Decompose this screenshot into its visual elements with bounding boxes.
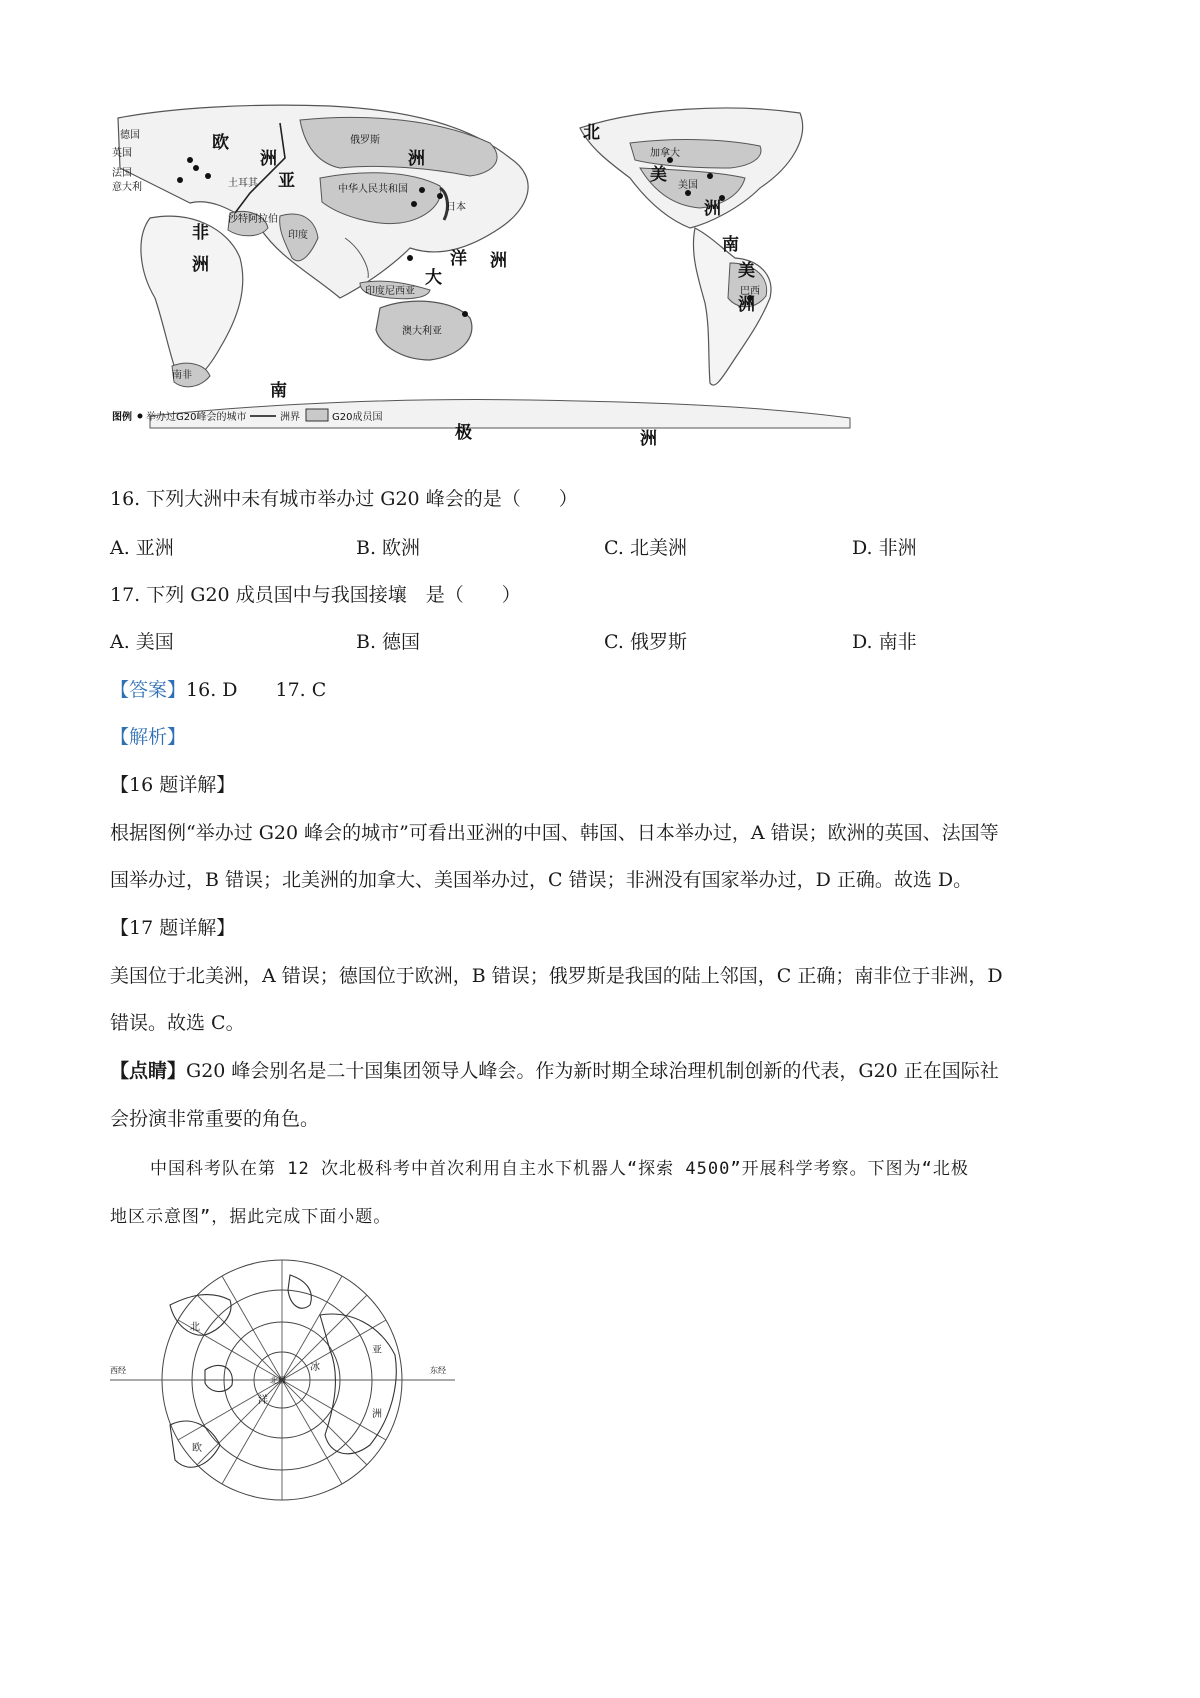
map-label-india: 印度 (288, 230, 308, 241)
map-label-antarctica-1: 南 (270, 381, 287, 401)
arctic-label-east-lon: 东经 (430, 1366, 446, 1375)
map-label-africa-1: 非 (192, 223, 209, 243)
note-text1: G20 峰会别名是二十国集团领导人峰会。作为新时期全球治理机制创新的代表，G20 正在国际社 (186, 1060, 999, 1082)
map-label-namerica-2: 美 (650, 165, 667, 185)
arctic-label-continent: 洲 (372, 1409, 382, 1420)
q16-stem: 16. 下列大洲中未有城市举办过 G20 峰会的是（ ） (110, 488, 578, 510)
arctic-label-north: 北 (190, 1322, 200, 1333)
legend-city-label: 举办过G20峰会的城市 (146, 412, 247, 423)
analysis-label: 【解析】 (110, 726, 187, 748)
q17-option-d: D. 南非 (852, 631, 917, 653)
map-label-canada: 加拿大 (650, 148, 680, 159)
legend-member-label: G20成员国 (332, 412, 383, 423)
map-label-turkey: 土耳其 (228, 178, 258, 189)
detail17-title: 【17 题详解】 (110, 917, 236, 939)
q16-option-b: B. 欧洲 (356, 537, 421, 559)
legend-border-label: 洲界 (280, 412, 300, 423)
map-label-china: 中华人民共和国 (338, 184, 408, 195)
legend-city-dot (138, 414, 143, 419)
map-label-antarctica-2: 极 (455, 423, 472, 443)
map-label-oceania-1: 大 (425, 268, 442, 288)
intro-line2: 地区示意图”，据此完成下面小题。 (110, 1207, 392, 1227)
map-label-asia-2: 洲 (408, 149, 425, 169)
map-label-antarctica-3: 洲 (640, 429, 657, 449)
g20-world-map (110, 98, 870, 466)
detail17-line2: 错误。故选 C。 (110, 1012, 245, 1034)
map-label-brazil: 巴西 (740, 286, 760, 297)
q16-option-a: A. 亚洲 (110, 537, 174, 559)
map-label-oceania-2: 洋 (450, 249, 467, 269)
map-label-uk: 英国 (112, 148, 132, 159)
q17-option-c: C. 俄罗斯 (604, 631, 687, 653)
legend-member-swatch (306, 409, 328, 421)
arctic-map (110, 1255, 470, 1505)
detail16-line2: 国举办过，B 错误；北美洲的加拿大、美国举办过，C 错误；非洲没有国家举办过，D 正确。故选 D。 (110, 869, 973, 891)
detail16-line1: 根据图例“举办过 G20 峰会的城市”可看出亚洲的中国、韩国、日本举办过，A 错误；欧洲的英国、法国等 (110, 822, 999, 844)
map-label-africa-2: 洲 (192, 255, 209, 275)
map-label-samerica-2: 美 (738, 261, 755, 281)
detail16-title: 【16 题详解】 (110, 774, 236, 796)
map-label-namerica-1: 北 (583, 123, 600, 143)
map-label-germany: 德国 (120, 130, 140, 141)
note-label: 【点睛】 (110, 1060, 187, 1082)
q17-option-b: B. 德国 (356, 631, 421, 653)
map-label-oceania-3: 洲 (490, 251, 507, 271)
q16-option-d: D. 非洲 (852, 537, 917, 559)
detail17-line1: 美国位于北美洲，A 错误；德国位于欧洲，B 错误；俄罗斯是我国的陆上邻国，C 正确；南非位于非洲，D (110, 965, 1003, 987)
map-label-usa: 美国 (678, 180, 698, 191)
arctic-label-pole: 北极 (270, 1376, 286, 1385)
map-label-samerica-1: 南 (722, 235, 739, 255)
map-label-namerica-3: 洲 (704, 199, 721, 219)
legend-prefix: 图例 (112, 412, 132, 423)
answer-text: 16. D 17. C (186, 679, 327, 701)
q17-stem: 17. 下列 G20 成员国中与我国接壤 是（ ） (110, 584, 521, 606)
map-label-italy: 意大利 (112, 182, 142, 193)
map-label-russia: 俄罗斯 (350, 135, 380, 146)
answer-line (110, 675, 326, 702)
map-label-france: 法国 (112, 168, 132, 179)
arctic-label-ocean: 洋 (258, 1395, 268, 1406)
map-label-japan: 日本 (446, 202, 466, 213)
q16-option-c: C. 北美洲 (604, 537, 687, 559)
arctic-label-europe: 欧 (192, 1443, 202, 1454)
map-label-australia: 澳大利亚 (402, 326, 442, 337)
map-label-europe-2: 洲 (260, 149, 277, 169)
answer-label: 【答案】 (110, 679, 187, 701)
q17-option-a: A. 美国 (110, 631, 174, 653)
map-label-indonesia: 印度尼西亚 (365, 286, 415, 297)
arctic-label-west-lon: 西经 (110, 1366, 126, 1375)
map-label-samerica-3: 洲 (738, 295, 755, 315)
intro-line1: 中国科考队在第 12 次北极科考中首次利用自主水下机器人“探索 4500”开展科学考察。下图为“北极 (150, 1159, 969, 1179)
note-line1 (110, 1056, 999, 1083)
arctic-label-asia: 亚 (372, 1345, 382, 1356)
map-label-south-africa: 南非 (172, 370, 192, 381)
note-line2: 会扮演非常重要的角色。 (110, 1108, 320, 1130)
map-label-asia-1: 亚 (278, 171, 295, 191)
map-label-europe-1: 欧 (212, 133, 229, 153)
map-label-saudi: 沙特阿拉伯 (228, 214, 278, 225)
arctic-label-ice: 冰 (310, 1362, 320, 1373)
